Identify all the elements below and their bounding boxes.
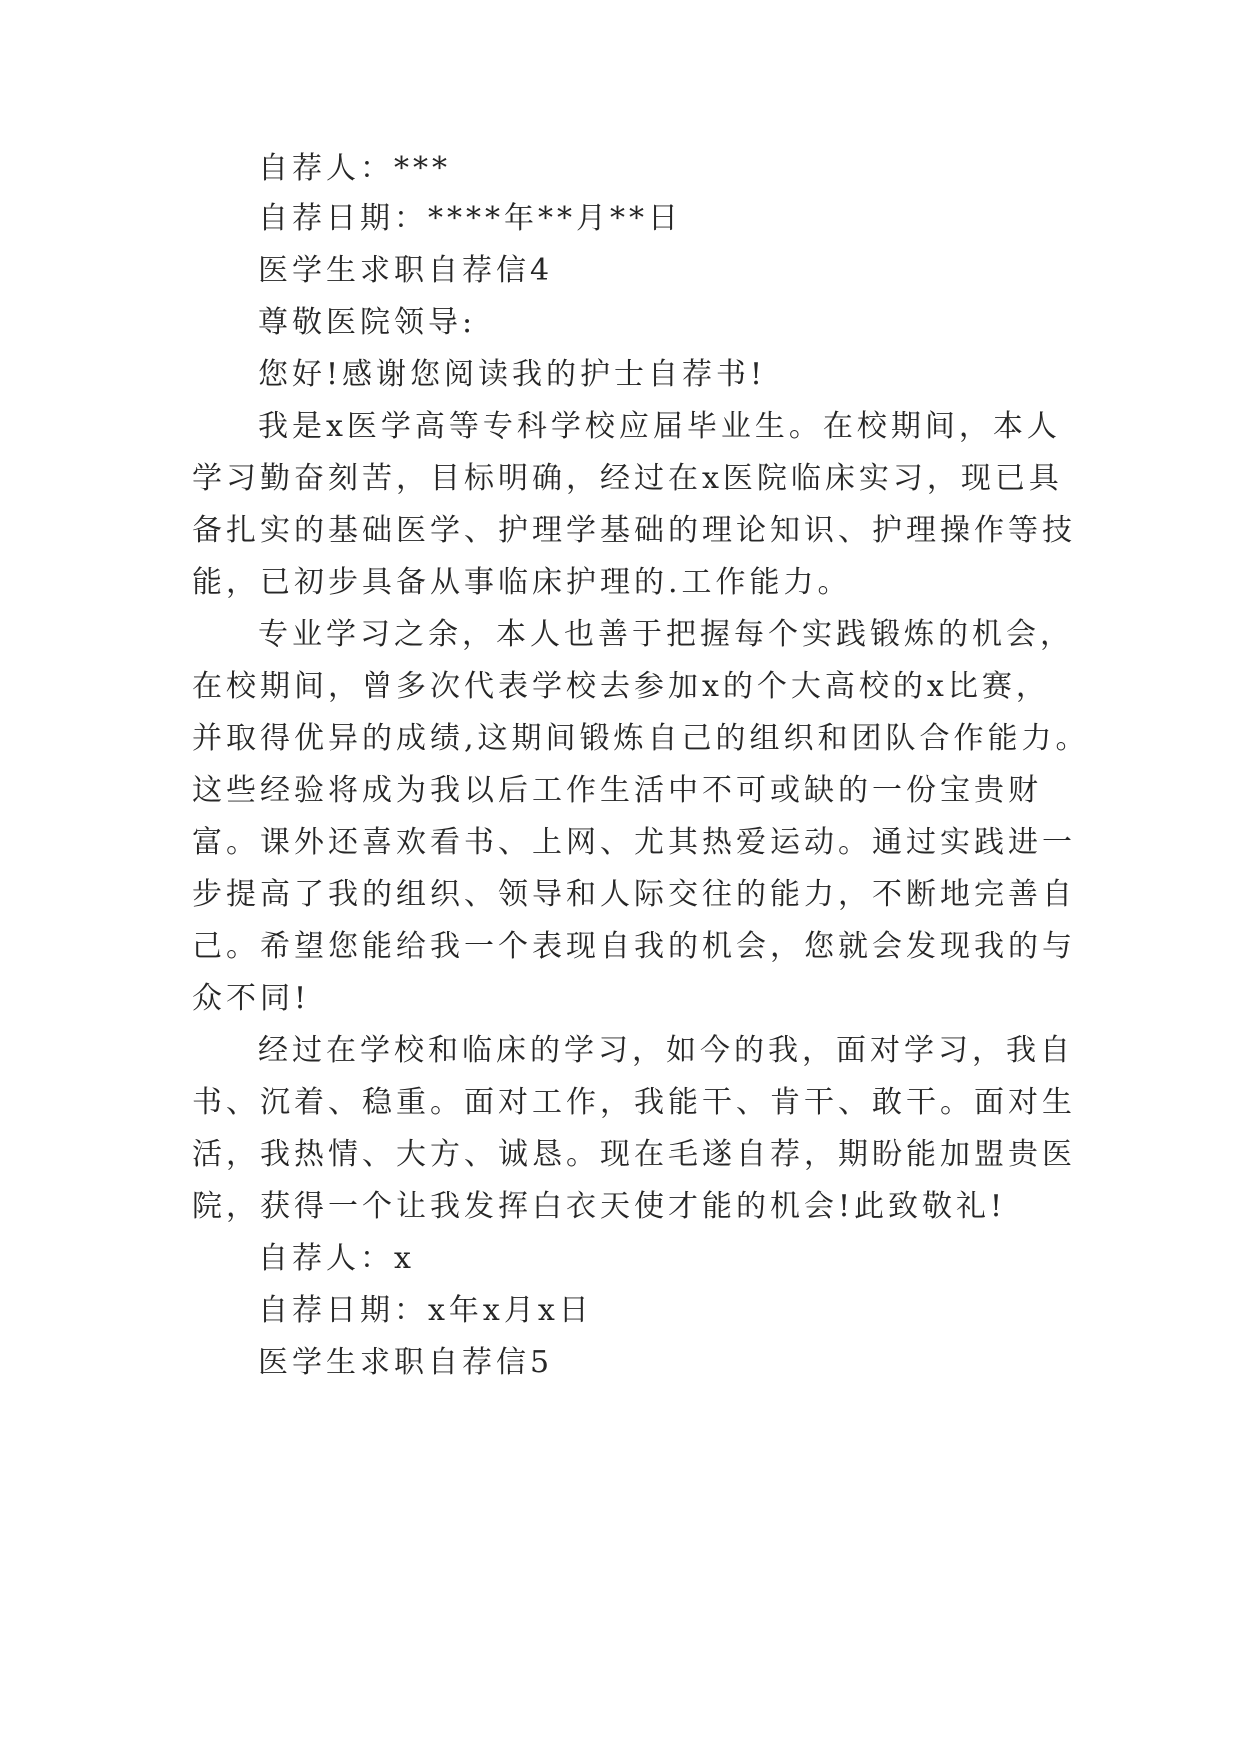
date-line: 自荐日期：****年**月**日 [258,201,682,236]
paragraph-line: 步提高了我的组织、领导和人际交往的能力，不断地完善自 [192,877,1076,912]
salutation: 尊敬医院领导: [258,305,477,340]
paragraph-line: 在校期间，曾多次代表学校去参加x的个大高校的x比赛， [192,669,1050,704]
paragraph-line: 己。希望您能给我一个表现自我的机会，您就会发现我的与 [192,929,1076,964]
paragraph-line: 我是x医学高等专科学校应届毕业生。在校期间，本人 [258,409,1061,444]
paragraph-line: 院，获得一个让我发挥白衣天使才能的机会!此致敬礼! [192,1189,1007,1224]
letter-heading: 医学生求职自荐信5 [258,1345,554,1380]
paragraph-line: 活，我热情、大方、诚恳。现在毛遂自荐，期盼能加盟贵医 [192,1137,1076,1172]
paragraph-line: 书、沉着、稳重。面对工作，我能干、肯干、敢干。面对生 [192,1085,1076,1120]
greeting: 您好!感谢您阅读我的护士自荐书! [258,357,767,392]
paragraph-line: 能，已初步具备从事临床护理的.工作能力。 [192,565,852,600]
paragraph-line: 众不同! [192,981,311,1016]
paragraph-line: 专业学习之余，本人也善于把握每个实践锻炼的机会， [258,617,1074,652]
paragraph-line: 经过在学校和临床的学习，如今的我，面对学习，我自 [258,1033,1074,1068]
paragraph-line: 备扎实的基础医学、护理学基础的理论知识、护理操作等技 [192,513,1076,548]
date-line: 自荐日期：x年x月x日 [258,1293,593,1328]
signer-line: 自荐人：x [258,1241,415,1276]
paragraph-line: 富。课外还喜欢看书、上网、尤其热爱运动。通过实践进一 [192,825,1076,860]
signer-line: 自荐人：*** [258,151,451,186]
letter-heading: 医学生求职自荐信4 [258,253,554,288]
paragraph-line: 学习勤奋刻苦，目标明确，经过在x医院临床实习，现已具 [192,461,1063,496]
paragraph-line: 这些经验将成为我以后工作生活中不可或缺的一份宝贵财 [192,773,1042,808]
paragraph-line: 并取得优异的成绩,这期间锻炼自己的组织和团队合作能力。 [192,721,1090,756]
